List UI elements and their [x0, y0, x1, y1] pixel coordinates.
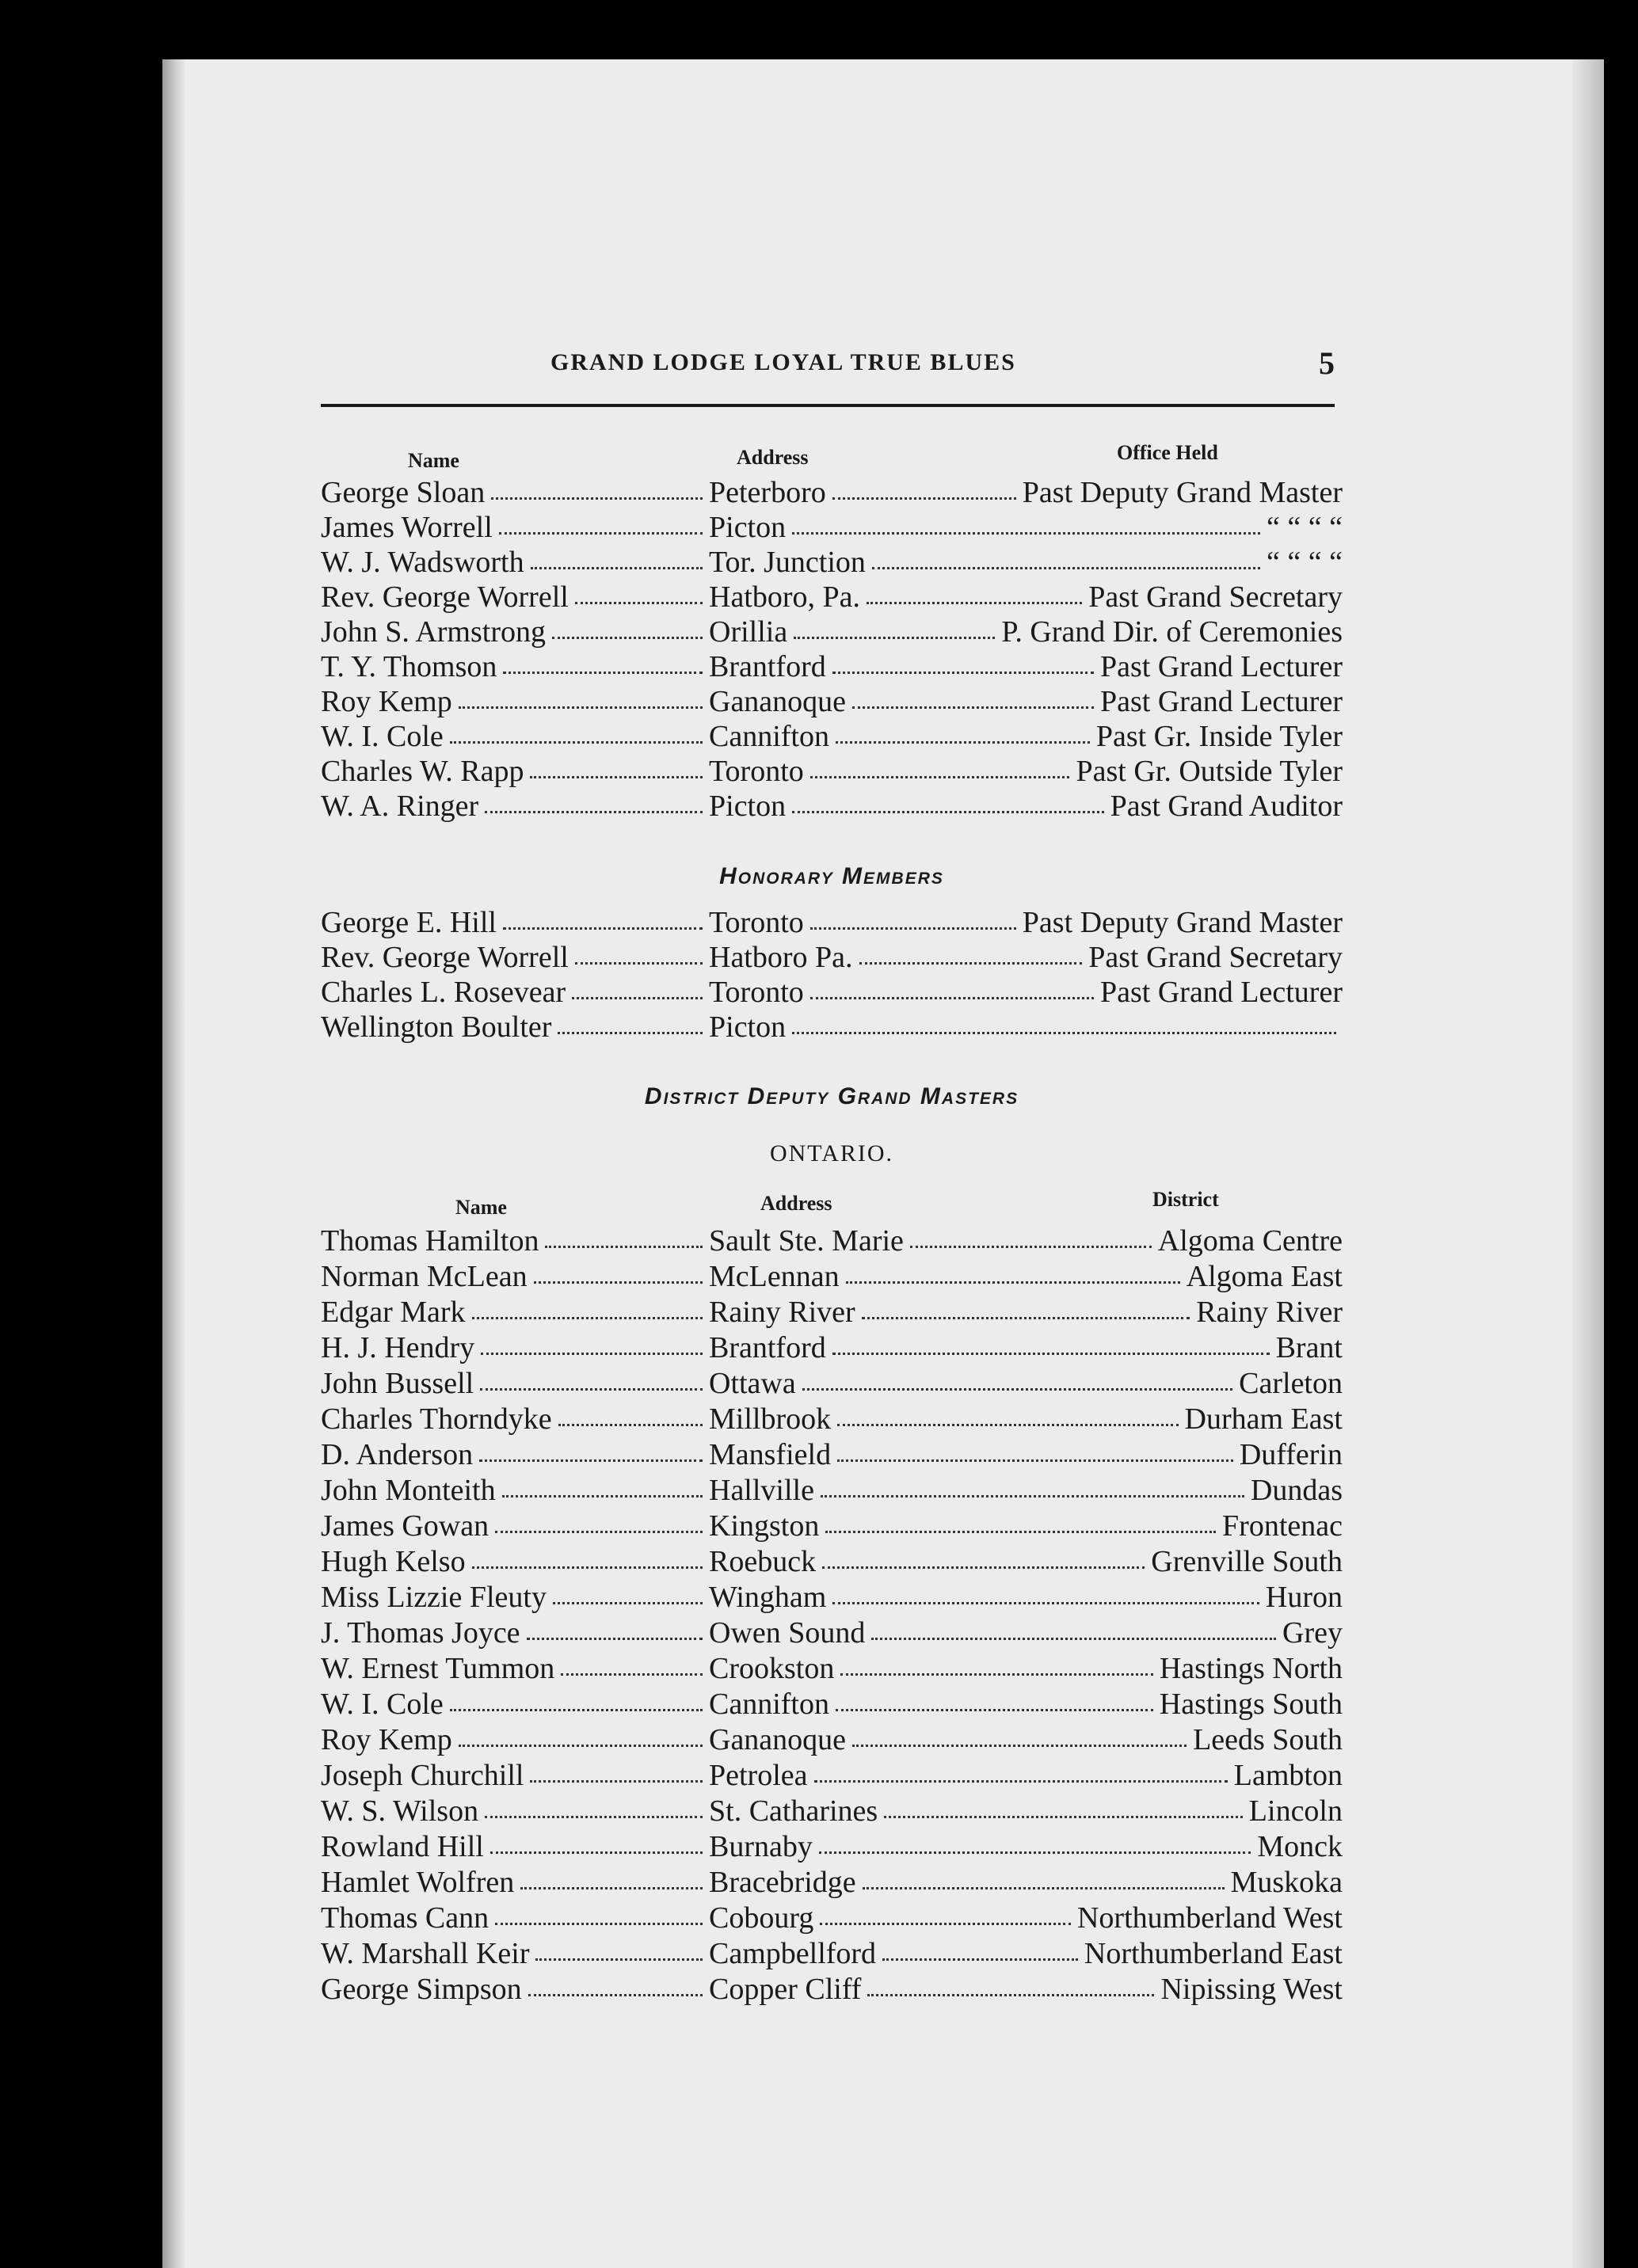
- ddgm-name: George Simpson: [321, 1973, 522, 2006]
- officer-address: Gananoque: [709, 685, 847, 718]
- ddgm-name: J. Thomas Joyce: [321, 1616, 520, 1650]
- ddgm-name: D. Anderson: [321, 1438, 474, 1471]
- ddgm-name: W. S. Wilson: [321, 1794, 479, 1828]
- leader-dots: [836, 741, 1090, 744]
- ddgm-row: [321, 1651, 1343, 1686]
- ddgm-district: Northumberland West: [1076, 1901, 1343, 1935]
- ddgm-row: [321, 1402, 1343, 1437]
- officer-office: Past Grand Lecturer: [1100, 650, 1343, 683]
- ddgm-name: Norman McLean: [321, 1260, 528, 1293]
- leader-dots: [810, 776, 1069, 778]
- ddgm-title: District Deputy Grand Masters: [644, 1083, 1019, 1109]
- leader-dots: [822, 1566, 1145, 1569]
- ddgm-name: H. J. Hendry: [321, 1331, 475, 1364]
- leader-dots: [499, 532, 703, 535]
- ddgm-name: James Gowan: [321, 1509, 489, 1543]
- leader-dots: [495, 1531, 703, 1533]
- ddgm-district: Grey: [1282, 1616, 1343, 1650]
- ddgm-row: [321, 1330, 1343, 1365]
- leader-dots: [535, 1958, 703, 1961]
- leader-dots: [531, 567, 703, 569]
- leader-dots: [825, 1531, 1216, 1533]
- ddgm-row: [321, 1366, 1343, 1401]
- leader-dots: [910, 1246, 1152, 1248]
- ddgm-col-district: District: [1152, 1188, 1219, 1211]
- officer-name: W. I. Cole: [321, 720, 444, 753]
- leader-dots: [561, 1673, 703, 1676]
- leader-dots: [553, 1602, 703, 1604]
- leader-dots: [821, 1495, 1244, 1497]
- ddgm-address: Gananoque: [709, 1723, 847, 1756]
- ddgm-district: Muskoka: [1230, 1866, 1343, 1899]
- leader-dots: [528, 1994, 703, 1996]
- officer-address: Picton: [709, 790, 787, 823]
- ddgm-row: [321, 1901, 1343, 1935]
- leader-dots: [485, 1816, 703, 1818]
- leader-dots: [558, 1424, 703, 1426]
- ddgm-col-address: Address: [760, 1192, 832, 1215]
- header-rule: [321, 404, 1335, 407]
- ddgm-name: Edgar Mark: [321, 1296, 466, 1329]
- ddgm-district: Leeds South: [1193, 1723, 1343, 1756]
- leader-dots: [792, 532, 1260, 535]
- leader-dots: [520, 1887, 703, 1889]
- leader-dots: [479, 1459, 703, 1462]
- page-edge-shadow: [1572, 59, 1604, 2268]
- leader-dots: [862, 1317, 1190, 1319]
- officer-address: Cannifton: [709, 720, 829, 753]
- ddgm-name: Rowland Hill: [321, 1830, 484, 1863]
- leader-dots: [814, 1780, 1228, 1783]
- leader-dots: [863, 1887, 1225, 1889]
- ddgm-address: Bracebridge: [709, 1866, 856, 1899]
- honorary-address: Hatboro Pa.: [709, 941, 853, 974]
- ddgm-district: Northumberland East: [1084, 1937, 1343, 1970]
- officer-name: W. J. Wadsworth: [321, 546, 524, 579]
- leader-dots: [545, 1246, 703, 1248]
- ddgm-row: [321, 1865, 1343, 1900]
- ddgm-district: Frontenac: [1222, 1509, 1343, 1543]
- leader-dots: [832, 672, 1094, 674]
- leader-dots: [495, 1923, 703, 1925]
- leader-dots: [840, 1673, 1153, 1676]
- ddgm-name: W. Marshall Keir: [321, 1937, 530, 1970]
- ddgm-district: Algoma Centre: [1157, 1224, 1343, 1258]
- leader-dots: [503, 927, 703, 930]
- honorary-row: [321, 975, 1343, 1010]
- leader-dots: [450, 1709, 703, 1711]
- leader-dots: [792, 1032, 1336, 1034]
- officer-address: Toronto: [709, 755, 804, 788]
- ddgm-name: Miss Lizzie Fleuty: [321, 1581, 547, 1614]
- leader-dots: [575, 602, 703, 604]
- leader-dots: [832, 497, 1016, 500]
- ddgm-district: Durham East: [1184, 1402, 1343, 1436]
- ddgm-name: W. Ernest Tummon: [321, 1652, 555, 1685]
- officer-address: Hatboro, Pa.: [709, 580, 861, 614]
- honorary-name: Wellington Boulter: [321, 1010, 552, 1044]
- ddgm-district: Lambton: [1233, 1759, 1343, 1792]
- ddgm-row: [321, 1259, 1343, 1294]
- ddgm-address: Cannifton: [709, 1688, 829, 1721]
- officer-address: Picton: [709, 511, 787, 544]
- leader-dots: [792, 811, 1104, 813]
- leader-dots: [503, 672, 703, 674]
- leader-dots: [846, 1281, 1180, 1284]
- officer-name: W. A. Ringer: [321, 790, 479, 823]
- leader-dots: [530, 1780, 703, 1783]
- ddgm-name: Roy Kemp: [321, 1723, 452, 1756]
- leader-dots: [490, 1851, 703, 1854]
- ddgm-row: [321, 1687, 1343, 1722]
- ddgm-col-name: Name: [455, 1196, 507, 1219]
- officer-address: Peterboro: [709, 476, 826, 509]
- ddgm-address: St. Catharines: [709, 1794, 878, 1828]
- leader-dots: [872, 567, 1260, 569]
- ddgm-address: Copper Cliff: [709, 1973, 862, 2006]
- ddgm-row: [321, 1473, 1343, 1508]
- leader-dots: [810, 927, 1016, 930]
- leader-dots: [794, 637, 995, 639]
- honorary-address: Toronto: [709, 906, 804, 939]
- ddgm-district: Monck: [1257, 1830, 1343, 1863]
- page-number: 5: [1319, 345, 1335, 381]
- leader-dots: [832, 1353, 1270, 1355]
- officer-office: Past Gr. Inside Tyler: [1095, 720, 1343, 753]
- ddgm-address: Roebuck: [709, 1545, 817, 1578]
- leader-dots: [837, 1459, 1233, 1462]
- leader-dots: [819, 1851, 1251, 1854]
- ddgm-row: [321, 1722, 1343, 1757]
- officer-row: [321, 510, 1343, 545]
- officer-row: [321, 684, 1343, 719]
- ddgm-district: Carleton: [1239, 1367, 1343, 1400]
- officer-name: Roy Kemp: [321, 685, 452, 718]
- leader-dots: [472, 1317, 703, 1319]
- ddgm-name: Hamlet Wolfren: [321, 1866, 515, 1899]
- ddgm-row: [321, 1223, 1343, 1258]
- leader-dots: [852, 1745, 1187, 1747]
- ddgm-row: [321, 1509, 1343, 1543]
- leader-dots: [867, 602, 1082, 604]
- officer-office: Past Grand Auditor: [1110, 790, 1343, 823]
- ddgm-name: W. I. Cole: [321, 1688, 444, 1721]
- leader-dots: [502, 1495, 703, 1497]
- leader-dots: [480, 1388, 703, 1391]
- officer-row: [321, 754, 1343, 789]
- honorary-name: George E. Hill: [321, 906, 497, 939]
- ddgm-address: Sault Ste. Marie: [709, 1224, 904, 1258]
- leader-dots: [871, 1638, 1276, 1640]
- officer-office: “ “ “ “: [1267, 546, 1343, 579]
- leader-dots: [491, 497, 703, 500]
- ddgm-district: Lincoln: [1248, 1794, 1343, 1828]
- leader-dots: [810, 997, 1094, 999]
- officer-office: Past Grand Lecturer: [1100, 685, 1343, 718]
- ddgm-row: [321, 1615, 1343, 1650]
- officer-row: [321, 580, 1343, 615]
- ddgm-row: [321, 1936, 1343, 1971]
- ddgm-address: Burnaby: [709, 1830, 813, 1863]
- officer-name: Rev. George Worrell: [321, 580, 569, 614]
- leader-dots: [575, 962, 703, 965]
- ddgm-row: [321, 1829, 1343, 1864]
- leader-dots: [527, 1638, 703, 1640]
- ddgm-row: [321, 1794, 1343, 1828]
- ddgm-name: Thomas Hamilton: [321, 1224, 539, 1258]
- officer-name: Charles W. Rapp: [321, 755, 524, 788]
- honorary-address: Toronto: [709, 976, 804, 1009]
- leader-dots: [481, 1353, 703, 1355]
- leader-dots: [450, 741, 703, 744]
- officer-name: T. Y. Thomson: [321, 650, 497, 683]
- leader-dots: [802, 1388, 1232, 1391]
- ddgm-row: [321, 1295, 1343, 1330]
- leader-dots: [530, 776, 703, 778]
- honorary-office: Past Grand Lecturer: [1100, 976, 1343, 1009]
- officer-office: “ “ “ “: [1267, 511, 1343, 544]
- officer-address: Brantford: [709, 650, 826, 683]
- officer-office: Past Gr. Outside Tyler: [1076, 755, 1343, 788]
- ddgm-name: Charles Thorndyke: [321, 1402, 552, 1436]
- honorary-row: [321, 940, 1343, 975]
- running-title: GRAND LODGE LOYAL TRUE BLUES: [550, 349, 1016, 375]
- honorary-name: Rev. George Worrell: [321, 941, 569, 974]
- leader-dots: [558, 1032, 703, 1034]
- ddgm-address: Kingston: [709, 1509, 820, 1543]
- ddgm-district: Brant: [1275, 1331, 1343, 1364]
- ddgm-name: John Bussell: [321, 1367, 474, 1400]
- officer-name: George Sloan: [321, 476, 486, 509]
- honorary-title: Honorary Members: [719, 863, 944, 889]
- ddgm-district: Nipissing West: [1160, 1973, 1343, 2006]
- page-binding: [162, 59, 185, 2268]
- leader-dots: [836, 1709, 1153, 1711]
- ddgm-district: Algoma East: [1186, 1260, 1343, 1293]
- province-heading: ONTARIO.: [769, 1140, 894, 1166]
- officer-row: [321, 649, 1343, 684]
- ddgm-row: [321, 1437, 1343, 1472]
- leader-dots: [852, 706, 1094, 709]
- officer-address: Tor. Junction: [709, 546, 866, 579]
- officer-row: [321, 615, 1343, 649]
- leader-dots: [459, 706, 703, 709]
- honorary-office: Past Grand Secretary: [1088, 941, 1343, 974]
- ddgm-address: Cobourg: [709, 1901, 814, 1935]
- ddgm-row: [321, 1758, 1343, 1793]
- officer-address: Orillia: [709, 615, 788, 649]
- leader-dots: [884, 1816, 1243, 1818]
- ddgm-district: Hastings North: [1159, 1652, 1343, 1685]
- leader-dots: [882, 1958, 1078, 1961]
- leader-dots: [859, 962, 1082, 965]
- ddgm-address: Brantford: [709, 1331, 826, 1364]
- ddgm-address: Millbrook: [709, 1402, 832, 1436]
- ddgm-address: Owen Sound: [709, 1616, 866, 1650]
- leader-dots: [837, 1424, 1179, 1426]
- ddgm-address: McLennan: [709, 1260, 840, 1293]
- officer-row: [321, 719, 1343, 754]
- leader-dots: [572, 997, 703, 999]
- ddgm-district: Huron: [1265, 1581, 1343, 1614]
- leader-dots: [552, 637, 703, 639]
- ddgm-name: Thomas Cann: [321, 1901, 489, 1935]
- leader-dots: [832, 1602, 1259, 1604]
- leader-dots: [459, 1745, 703, 1747]
- leader-dots: [534, 1281, 703, 1284]
- ddgm-district: Grenville South: [1151, 1545, 1343, 1578]
- officer-row: [321, 789, 1343, 824]
- ddgm-address: Petrolea: [709, 1759, 808, 1792]
- leader-dots: [472, 1566, 703, 1569]
- officers-col-name: Name: [408, 449, 459, 472]
- officers-col-office: Office Held: [1117, 441, 1218, 464]
- ddgm-row: [321, 1580, 1343, 1615]
- ddgm-district: Rainy River: [1196, 1296, 1343, 1329]
- officer-row: [321, 475, 1343, 510]
- leader-dots: [820, 1923, 1071, 1925]
- ddgm-district: Dundas: [1250, 1474, 1343, 1507]
- ddgm-row: [321, 1544, 1343, 1579]
- officer-name: James Worrell: [321, 511, 493, 544]
- ddgm-row: [321, 1972, 1343, 2007]
- honorary-row: [321, 1010, 1343, 1045]
- ddgm-district: Dufferin: [1239, 1438, 1343, 1471]
- ddgm-name: Joseph Churchill: [321, 1759, 524, 1792]
- leader-dots: [485, 811, 703, 813]
- ddgm-address: Mansfield: [709, 1438, 832, 1471]
- ddgm-address: Campbellford: [709, 1937, 877, 1970]
- ddgm-address: Rainy River: [709, 1296, 855, 1329]
- officers-col-address: Address: [737, 446, 809, 469]
- officer-row: [321, 545, 1343, 580]
- officer-office: P. Grand Dir. of Ceremonies: [1001, 615, 1343, 649]
- ddgm-address: Hallville: [709, 1474, 814, 1507]
- ddgm-name: Hugh Kelso: [321, 1545, 466, 1578]
- ddgm-name: John Monteith: [321, 1474, 496, 1507]
- honorary-address: Picton: [709, 1010, 787, 1044]
- officer-office: Past Deputy Grand Master: [1022, 476, 1343, 509]
- ddgm-address: Ottawa: [709, 1367, 796, 1400]
- leader-dots: [867, 1994, 1154, 1996]
- honorary-row: [321, 905, 1343, 940]
- honorary-name: Charles L. Rosevear: [321, 976, 566, 1009]
- officer-name: John S. Armstrong: [321, 615, 546, 649]
- ddgm-address: Crookston: [709, 1652, 835, 1685]
- ddgm-address: Wingham: [709, 1581, 827, 1614]
- officer-office: Past Grand Secretary: [1088, 580, 1343, 614]
- honorary-office: Past Deputy Grand Master: [1022, 906, 1343, 939]
- page-header: [321, 344, 1335, 392]
- ddgm-district: Hastings South: [1159, 1688, 1343, 1721]
